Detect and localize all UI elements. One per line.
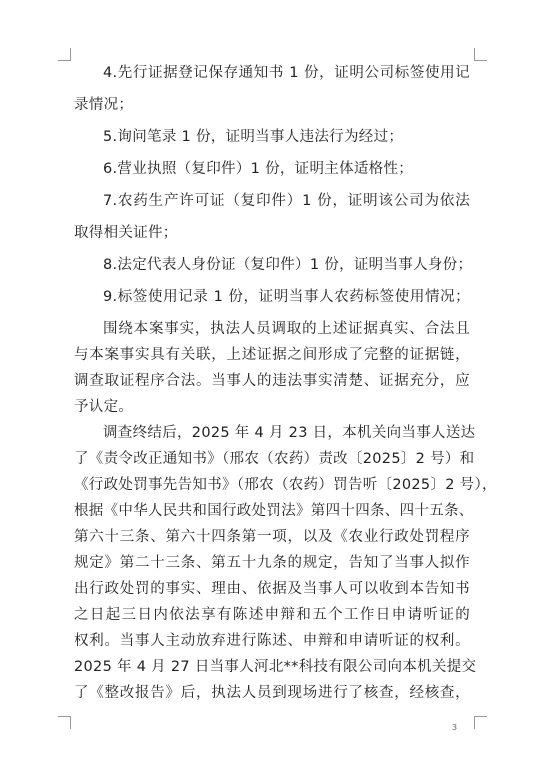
text-line: 规定》第二十三条、第五十九条的规定，告知了当事人拟作 — [74, 555, 470, 571]
text-line: 出行政处罚的事实、理由、依据及当事人可以收到本告知书 — [74, 581, 470, 597]
text-line: 6.营业执照（复印件）1 份，证明主体适格性； — [103, 161, 414, 177]
text-line: 5.询问笔录 1 份，证明当事人违法行为经过； — [103, 129, 404, 145]
page-number: 3 — [452, 723, 458, 732]
text-line: 了《整改报告》后，执法人员到现场进行了核查，经核查， — [74, 685, 470, 701]
text-line: 8.法定代表人身份证（复印件）1 份，证明当事人身份； — [103, 257, 473, 273]
text-line: 权利。当事人主动放弃进行陈述、申辩和申请听证的权利。 — [74, 633, 470, 649]
crop-mark-top-right — [474, 48, 487, 61]
text-line: 围绕本案事实，执法人员调取的上述证据真实、合法且 — [103, 321, 470, 337]
crop-mark-bottom-right — [474, 716, 487, 729]
crop-mark-bottom-left — [58, 716, 71, 729]
text-line: 9.标签使用记录 1 份，证明当事人农药标签使用情况； — [103, 289, 470, 305]
text-line: 第六十三条、第六十四条第一项，以及《农业行政处罚程序 — [74, 529, 470, 545]
text-line: 4.先行证据登记保存通知书 1 份，证明公司标签使用记 — [103, 65, 470, 81]
text-line: 录情况； — [74, 97, 134, 113]
text-line: 根据《中华人民共和国行政处罚法》第四十四条、四十五条、 — [74, 503, 474, 519]
text-line: 取得相关证件； — [74, 225, 178, 241]
text-line: 调查终结后，2025 年 4 月 23 日，本机关向当事人送达 — [103, 425, 476, 441]
text-line: 了《责令改正通知书》（邢农（农药）责改〔2025〕2 号）和 — [74, 451, 475, 467]
text-line: 《行政处罚事先告知书》（邢农（农药）罚告听〔2025〕2 号）， — [74, 477, 497, 493]
text-line: 2025 年 4 月 27 日当事人河北**科技有限公司向本机关提交 — [74, 659, 477, 675]
text-line: 与本案事实具有关联，上述证据之间形成了完整的证据链， — [74, 347, 470, 363]
text-line: 之日起三日内依法享有陈述申辩和五个工作日申请听证的 — [74, 607, 470, 623]
crop-mark-top-left — [58, 48, 71, 61]
text-line: 予认定。 — [74, 399, 134, 415]
text-line: 调查取证程序合法。当事人的违法事实清楚、证据充分，应 — [74, 373, 470, 389]
text-line: 7.农药生产许可证（复印件）1 份，证明该公司为依法 — [103, 193, 470, 209]
